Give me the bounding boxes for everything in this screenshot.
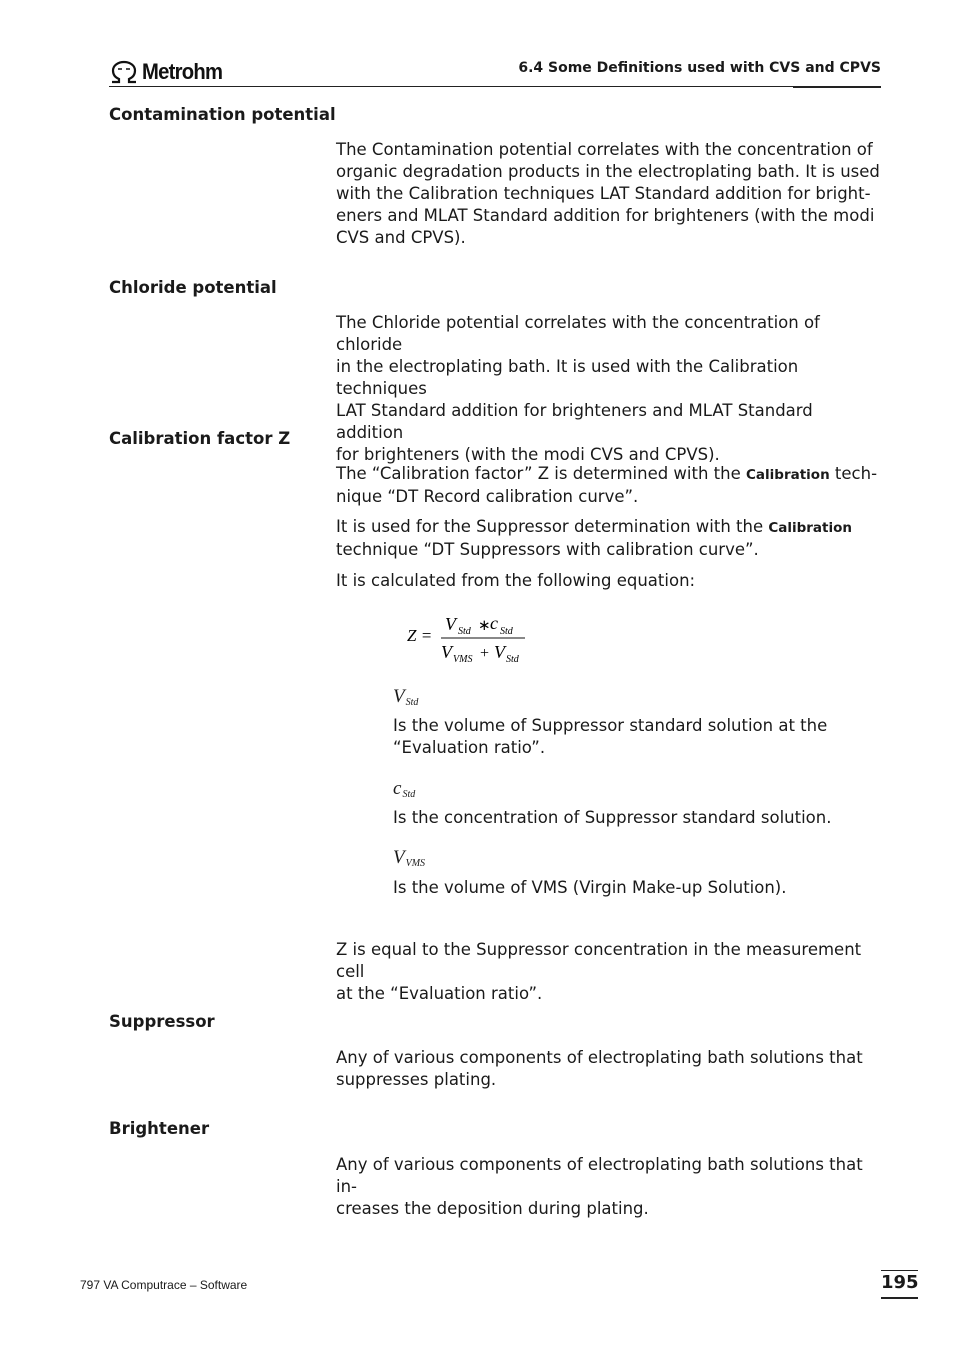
paragraph-calibration-2 <box>336 516 884 561</box>
text-run: tech- <box>829 464 878 483</box>
definition-v-std <box>393 715 883 759</box>
symbol-subscript: Std <box>402 789 416 800</box>
formula-times: ∗ <box>478 618 491 634</box>
text-line: for brighteners (with the modi CVS and CPVS). <box>336 445 720 464</box>
heading-chloride: Chloride potential <box>109 278 277 297</box>
text-line: organic degradation products in the electroplating bath. It is used <box>336 162 880 181</box>
text-run: It is used for the Suppressor determination with the <box>336 517 769 536</box>
formula-den-v2: V <box>494 642 505 662</box>
definition-v-vms <box>393 877 883 899</box>
formula-num-v: V <box>445 614 456 634</box>
text-line: eners and MLAT Standard addition for brighteners (with the modi <box>336 206 875 225</box>
text-line: Any of various components of electroplating bath solutions that <box>336 1048 863 1067</box>
formula-num-v-sub: Std <box>458 626 471 637</box>
definition-c-std <box>393 807 883 829</box>
text-line: with the Calibration techniques LAT Standard addition for bright- <box>336 184 871 203</box>
text-line: at the “Evaluation ratio”. <box>336 984 543 1003</box>
symbol-c-std <box>393 778 415 800</box>
footer-product: 797 VA Computrace – Software <box>80 1278 248 1292</box>
formula-plus: + <box>480 645 490 662</box>
symbol-letter: V <box>393 847 405 868</box>
symbol-letter: V <box>393 686 405 707</box>
text-line: Is the volume of VMS (Virgin Make-up Solution). <box>393 878 787 897</box>
paragraph-suppressor <box>336 1047 884 1091</box>
text-line: Is the concentration of Suppressor standard solution. <box>393 808 832 827</box>
header-rule <box>109 86 881 87</box>
brand-name: Metrohm <box>142 59 223 84</box>
text-line: creases the deposition during plating. <box>336 1199 649 1218</box>
symbol-v-std <box>393 686 418 708</box>
page-number-rule-top <box>881 1270 918 1271</box>
heading-contamination: Contamination potential <box>109 105 336 124</box>
text-line: Is the volume of Suppressor standard solution at the <box>393 716 828 735</box>
text-line: “Evaluation ratio”. <box>393 738 546 757</box>
paragraph-calibration-3: It is calculated from the following equation: <box>336 571 696 590</box>
paragraph-calibration-1 <box>336 463 884 508</box>
formula-den-v1: V <box>441 642 452 662</box>
text-line: Z is equal to the Suppressor concentration in the measurement cell <box>336 940 862 981</box>
symbol-letter: c <box>393 778 402 799</box>
text-line: CVS and CPVS). <box>336 228 466 247</box>
heading-brightener: Brightener <box>109 1119 210 1138</box>
header-rule-accent <box>793 86 881 88</box>
symbol-subscript: VMS <box>405 858 426 869</box>
text-line: LAT Standard addition for brighteners and MLAT Standard addition <box>336 401 813 442</box>
page-number-rule <box>881 1297 918 1299</box>
symbol-v-vms <box>393 847 425 869</box>
text-line: The Contamination potential correlates with the concentration of <box>336 140 873 159</box>
page-number: 195 <box>881 1272 919 1293</box>
heading-calibration-factor: Calibration factor Z <box>109 429 291 448</box>
paragraph-calibration-conclusion <box>336 939 884 1005</box>
formula-num-c: c <box>490 613 498 633</box>
text-line <box>336 516 884 539</box>
keyword-calibration: Calibration <box>768 520 853 536</box>
formula-num-c-sub: Std <box>500 626 513 637</box>
paragraph-contamination <box>336 139 884 249</box>
paragraph-brightener <box>336 1154 884 1220</box>
omega-logo-icon <box>109 60 139 84</box>
formula-z <box>405 612 535 668</box>
text-line: in the electroplating bath. It is used with the Calibration techniques <box>336 357 799 398</box>
section-title: 6.4 Some Definitions used with CVS and CPVS <box>518 60 881 76</box>
text-line: Any of various components of electroplating bath solutions that in- <box>336 1155 863 1196</box>
text-line: suppresses plating. <box>336 1070 497 1089</box>
symbol-subscript: Std <box>405 697 419 708</box>
formula-lhs: Z = <box>407 626 433 645</box>
formula-den-v2-sub: Std <box>506 654 519 665</box>
text-line: nique “DT Record calibration curve”. <box>336 487 639 506</box>
text-run: The “Calibration factor” Z is determined with the <box>336 464 747 483</box>
text-line: technique “DT Suppressors with calibration curve”. <box>336 540 759 559</box>
heading-suppressor: Suppressor <box>109 1012 215 1031</box>
text-line: The Chloride potential correlates with the concentration of chloride <box>336 313 820 354</box>
brand-logo <box>109 59 229 85</box>
text-line <box>336 463 884 486</box>
paragraph-chloride <box>336 312 884 466</box>
formula-den-v1-sub: VMS <box>453 654 473 665</box>
keyword-calibration: Calibration <box>746 467 830 483</box>
